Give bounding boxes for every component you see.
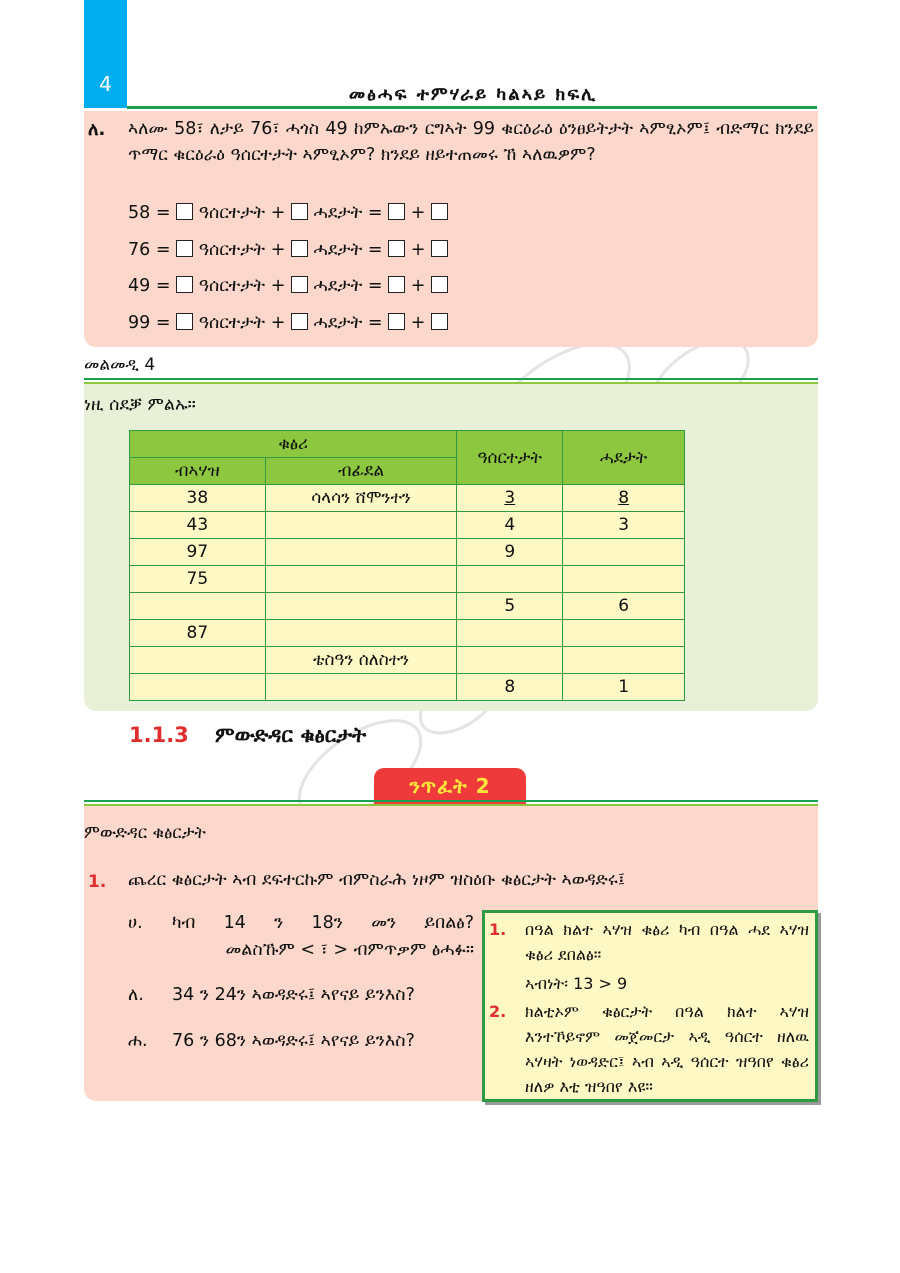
activity-badge-label: ንጥፈት 2 [409,774,491,798]
cell-digits: 38 [130,485,266,512]
cell-ones: 6 [563,593,685,620]
question-number: 1. [88,872,107,892]
answer-box[interactable] [291,240,308,257]
answer-box[interactable] [431,276,448,293]
cell-tens: 5 [457,593,563,620]
answer-box[interactable] [176,203,193,220]
cell-tens: 3 [457,485,563,512]
answer-box[interactable] [176,313,193,330]
item-label: ለ. [88,119,106,140]
equation-row: 49 = ዓሰርተታት + ሓደታት = + [128,276,448,296]
cell-tens: 9 [457,539,563,566]
cell-tens[interactable] [457,620,563,647]
cell-digits[interactable] [130,674,266,701]
part-label: ለ. [128,985,144,1005]
activity-badge [374,768,526,804]
cell-digits[interactable] [130,593,266,620]
exercise-title: መልመዲ 4 [84,355,156,375]
cell-ones: 8 [563,485,685,512]
answer-box[interactable] [431,313,448,330]
table-row [130,674,685,701]
part-text: 34 ን 24ን ኣወዳድሩ፤ ኣየናይ ይንእስ? [172,985,415,1005]
question-text: ኣለሙ 58፣ ለታይ 76፣ ሓጎስ 49 ከምኡውን ርግኣት 99 ቁርዕራዕ ዕንፀይትታት ኣምፂኦም፤ ብድማር ክንደይ ጥማር ቁርዕራዕ ዓሰርተታት ኣምፂኦም? ክንደይ ዘይተጠመሩ ኸ ኣለዉዎም? [128,119,814,165]
cell-words[interactable] [265,566,457,593]
part-label: ሐ. [128,1031,148,1051]
answer-box[interactable] [431,240,448,257]
page-number: 4 [99,72,112,96]
cell-tens[interactable] [457,647,563,674]
table-row [130,566,685,593]
header-rule [127,106,817,109]
answer-box[interactable] [431,203,448,220]
answer-box[interactable] [388,203,405,220]
header-tens: ዓሰርተታት [457,431,563,485]
cell-words[interactable] [265,539,457,566]
table-row [130,485,685,512]
cell-ones[interactable] [563,620,685,647]
exercise-instruction: ነዚ ሰደቓ ምልኡ። [84,395,196,415]
equation-row: 76 = ዓሰርተታት + ሓደታት = + [128,240,448,260]
equation-row: 99 = ዓሰርተታት + ሓደታት = + [128,313,448,333]
answer-box[interactable] [388,276,405,293]
part-text: ካብ 14 ን 18ን መን ይበልፅ? [172,913,474,933]
note-example: ኣብነት፡ 13 > 9 [525,974,628,993]
cell-tens: 8 [457,674,563,701]
cell-tens: 4 [457,512,563,539]
activity-heading: ምውድዳር ቁፅርታት [84,823,206,843]
answer-box[interactable] [388,313,405,330]
cell-digits: 75 [130,566,266,593]
divider [84,800,818,802]
running-title: መፅሓፍ ተምሃራይ ካልኣይ ክፍሊ [348,84,598,105]
subsection-number: 1.1.3 [129,723,189,747]
table-row [130,512,685,539]
subsection-title: ምውድዳር ቁፅርታት [215,723,367,747]
answer-box[interactable] [176,240,193,257]
part-text: መልስኹም < ፣ > ብምጥቃም ፅሓፉ። [225,940,474,960]
table-row [130,620,685,647]
note-number: 2. [489,1002,507,1021]
answer-box[interactable] [388,240,405,257]
cell-ones[interactable] [563,539,685,566]
cell-ones: 1 [563,674,685,701]
cell-words[interactable] [265,674,457,701]
cell-ones: 3 [563,512,685,539]
cell-ones[interactable] [563,566,685,593]
answer-box[interactable] [291,203,308,220]
cell-words[interactable] [265,593,457,620]
page-number-tab [84,0,127,108]
answer-box[interactable] [176,276,193,293]
note-text: ክልቲኦም ቁፅርታት በዓል ክልተ ኣሃዝ እንተኾይኖም መጀመርታ ኣዲ ዓሰርተ ዘለዉ ኣሃዛት ነወዳድር፤ ኣብ ኣዲ ዓሰርተ ዝዓበየ ቁፅሪ ዘለዎ እቲ ዝዓበየ እዩ። [525,1002,809,1096]
cell-words[interactable] [265,512,457,539]
table-row [130,647,685,674]
answer-box[interactable] [291,313,308,330]
cell-digits: 87 [130,620,266,647]
equation-row: 58 = ዓሰርተታት + ሓደታት = + [128,203,448,223]
rule-note-box [482,910,818,1102]
cell-words: ቴስዓን ሰለስተን [265,647,457,674]
cell-digits: 97 [130,539,266,566]
answer-box[interactable] [291,276,308,293]
header-digits: ብኣሃዝ [130,458,266,485]
header-number: ቁፅሪ [130,431,457,458]
cell-digits: 43 [130,512,266,539]
part-label: ሀ. [128,913,143,933]
note-number: 1. [489,920,507,939]
cell-ones[interactable] [563,647,685,674]
cell-words: ሳላሳን ሸሞንተን [265,485,457,512]
table-row [130,593,685,620]
table-row [130,539,685,566]
part-text: 76 ን 68ን ኣወዳድሩ፤ ኣየናይ ይንእስ? [172,1031,415,1051]
cell-digits[interactable] [130,647,266,674]
question-text: ጨረር ቁፅርታት ኣብ ደፍተርኩም ብምስራሕ ነዞም ዝስዕቡ ቁፅርታት ኣወዳድሩ፤ [128,870,625,890]
place-value-table [129,430,685,701]
cell-tens[interactable] [457,566,563,593]
note-text: በዓል ክልተ ኣሃዝ ቁፅሪ ካብ በዓል ሓደ ኣሃዝ ቁፅሪ ደበልፅ። [525,920,809,964]
divider [84,378,818,380]
header-ones: ሓደታት [563,431,685,485]
header-words: ብፊደል [265,458,457,485]
cell-words[interactable] [265,620,457,647]
